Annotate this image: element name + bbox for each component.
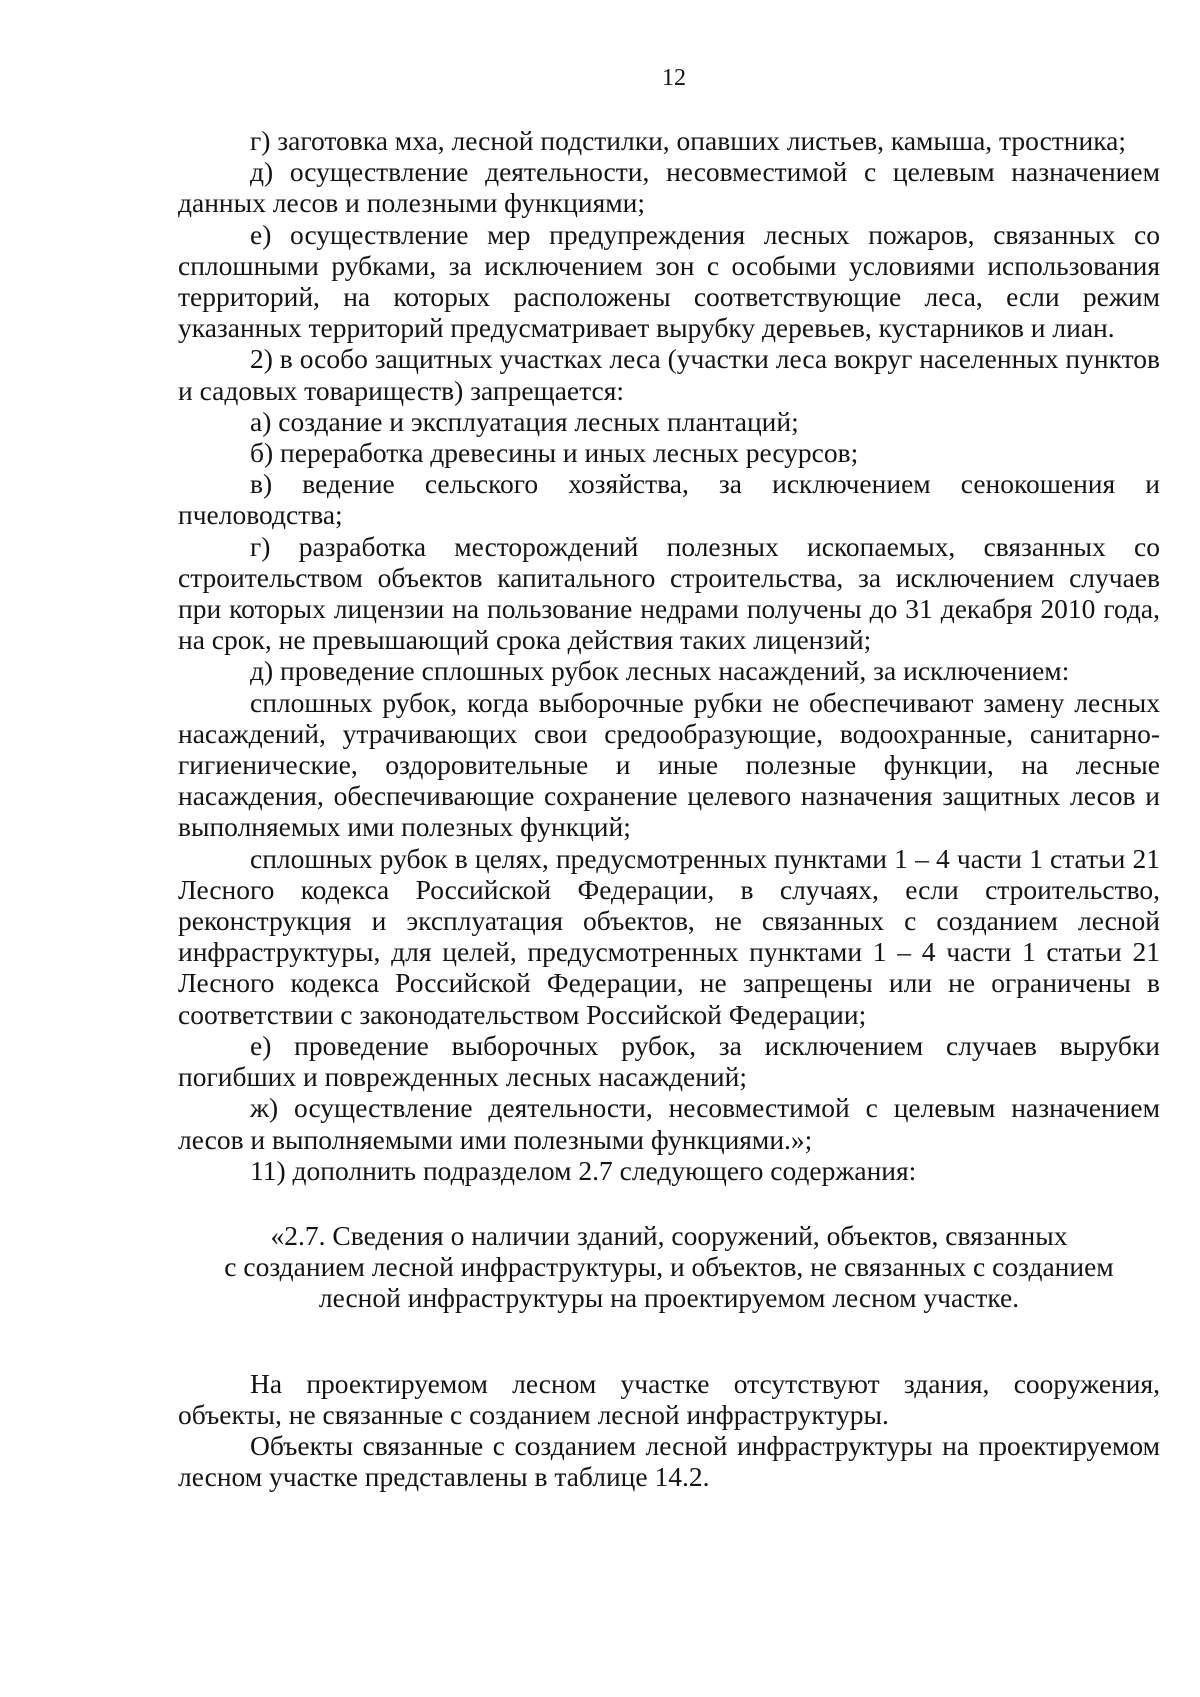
document-page [178, 64, 1160, 1492]
paragraph-e-fire: е) осуществление мер предупреждения лесных пожаров, связанных со сплошными рубками, за исключением зон с особыми условиями использования территорий, на которых расположены соответствующие леса, если режим указанных территорий предусматривает вырубку деревьев, кустарников и лиан. [178, 218, 1160, 344]
paragraph-v-agriculture: в) ведение сельского хозяйства, за исключением сенокошения и пчеловодства; [178, 468, 1160, 531]
paragraph-g-mining: г) разработка месторождений полезных ископаемых, связанных со строительством объектов капитального строительства, за исключением случаев при которых лицензии на пользование недрами получены до 31 декабря 2010 года, на срок, не превышающий срока действия таких лицензий; [178, 530, 1160, 656]
heading-line: «2.7. Сведения о наличии зданий, сооружений, объектов, связанных [270, 1219, 1068, 1251]
paragraph-2-protected: 2) в особо защитных участках леса (участки леса вокруг населенных пунктов и садовых товариществ) запрещается: [178, 343, 1160, 406]
paragraph-11-add-section: 11) дополнить подразделом 2.7 следующего содержания: [250, 1154, 917, 1186]
paragraph-objects-table: Объекты связанные с созданием лесной инфраструктуры на проектируемом лесном участке представлены в таблице 14.2. [178, 1429, 1160, 1493]
paragraph-clearcuts-article21: сплошных рубок в целях, предусмотренных пунктами 1 – 4 части 1 статьи 21 Лесного кодекса Российской Федерации, в случаях, если строительство, реконструкция и эксплуатация объектов, не связанных с созданием лесной инфраструктуры, для целей, предусмотренных пунктами 1 – 4 части 1 статьи 21 Лесного кодекса Российской Федерации, не запрещены или не ограничены в соответствии с законодательством Российской Федерации; [178, 842, 1160, 1030]
paragraph-d-activity: д) осуществление деятельности, несовместимой с целевым назначением данных лесов и полезными функциями; [178, 156, 1160, 219]
paragraph-zh-activity: ж) осуществление деятельности, несовместимой с целевым назначением лесов и выполняемыми ими полезными функциями.»; [178, 1092, 1160, 1155]
paragraph-no-buildings: На проектируемом лесном участке отсутствуют здания, сооружения, объекты, не связанные с созданием лесной инфраструктуры. [178, 1367, 1160, 1430]
section-heading [178, 1220, 1160, 1314]
heading-line: с созданием лесной инфраструктуры, и объектов, не связанных с созданием [224, 1251, 1114, 1283]
page-number: 12 [662, 65, 686, 91]
paragraph-a-plantations: а) создание и эксплуатация лесных плантаций; [250, 405, 799, 437]
paragraph-b-processing: б) переработка древесины и иных лесных ресурсов; [250, 437, 859, 469]
paragraph-g-moss: г) заготовка мха, лесной подстилки, опавших листьев, камыша, тростника; [250, 125, 1127, 156]
heading-line: лесной инфраструктуры на проектируемом лесном участке. [318, 1282, 1020, 1314]
paragraph-clearcuts-replacement: сплошных рубок, когда выборочные рубки не обеспечивают замену лесных насаждений, утрачивающих свои средообразующие, водоохранные, санитарно-гигиенические, оздоровительные и иные полезные функции, на лесные насаждения, обеспечивающие сохранение целевого назначения защитных лесов и выполняемых ими полезных функций; [178, 686, 1160, 843]
paragraph-d-clearcuts: д) проведение сплошных рубок лесных насаждений, за исключением: [250, 655, 1070, 687]
paragraph-e-selective: е) проведение выборочных рубок, за исключением случаев вырубки погибших и поврежденных лесных насаждений; [178, 1029, 1160, 1093]
